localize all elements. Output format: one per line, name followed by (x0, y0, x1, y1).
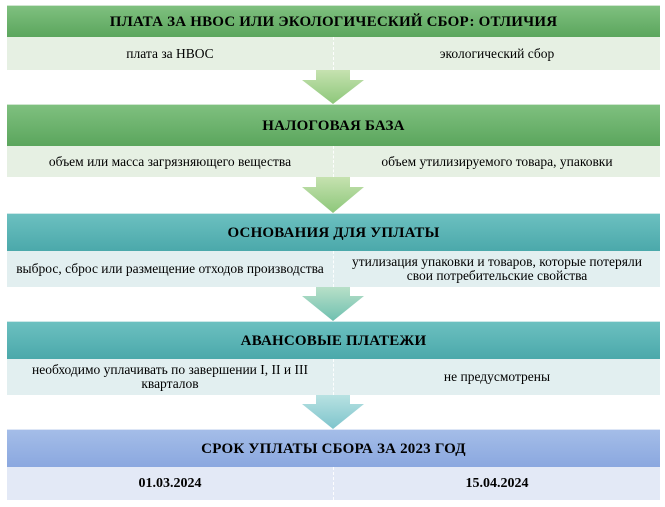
section-advance-payments (7, 321, 660, 395)
section-tax-base (7, 104, 660, 177)
right-cell: объем утилизируемого товара, упаковки (333, 146, 660, 177)
section-title: ПЛАТА ЗА НВОС ИЛИ ЭКОЛОГИЧЕСКИЙ СБОР: ОТЛИЧИЯ (7, 5, 660, 38)
left-cell: объем или масса загрязняющего вещества (48, 153, 292, 169)
section-payment-grounds (7, 213, 660, 287)
left-date: 01.03.2024 (138, 475, 202, 491)
left-cell: выброс, сброс или размещение отходов производства (16, 261, 324, 276)
right-cell: утилизация упаковки и товаров, которые потеряли свои потребительские свойства (333, 251, 660, 287)
section-row (7, 37, 660, 70)
left-cell: плата за НВОС (126, 45, 214, 61)
section-title: ОСНОВАНИЯ ДЛЯ УПЛАТЫ (7, 213, 660, 252)
section-title: НАЛОГОВАЯ БАЗА (7, 104, 660, 147)
section-row (7, 467, 660, 500)
section-payment-deadline (7, 429, 660, 500)
right-date: 15.04.2024 (333, 467, 660, 500)
section-title: АВАНСОВЫЕ ПЛАТЕЖИ (7, 321, 660, 360)
left-cell: необходимо уплачивать по завершении I, II и III кварталов (32, 362, 308, 391)
right-cell: не предусмотрены (333, 359, 660, 395)
section-comparison (7, 5, 660, 70)
section-row (7, 251, 660, 287)
right-cell: экологический сбор (333, 37, 660, 70)
section-row (7, 359, 660, 395)
section-row (7, 146, 660, 177)
section-title: СРОК УПЛАТЫ СБОРА ЗА 2023 ГОД (7, 429, 660, 468)
